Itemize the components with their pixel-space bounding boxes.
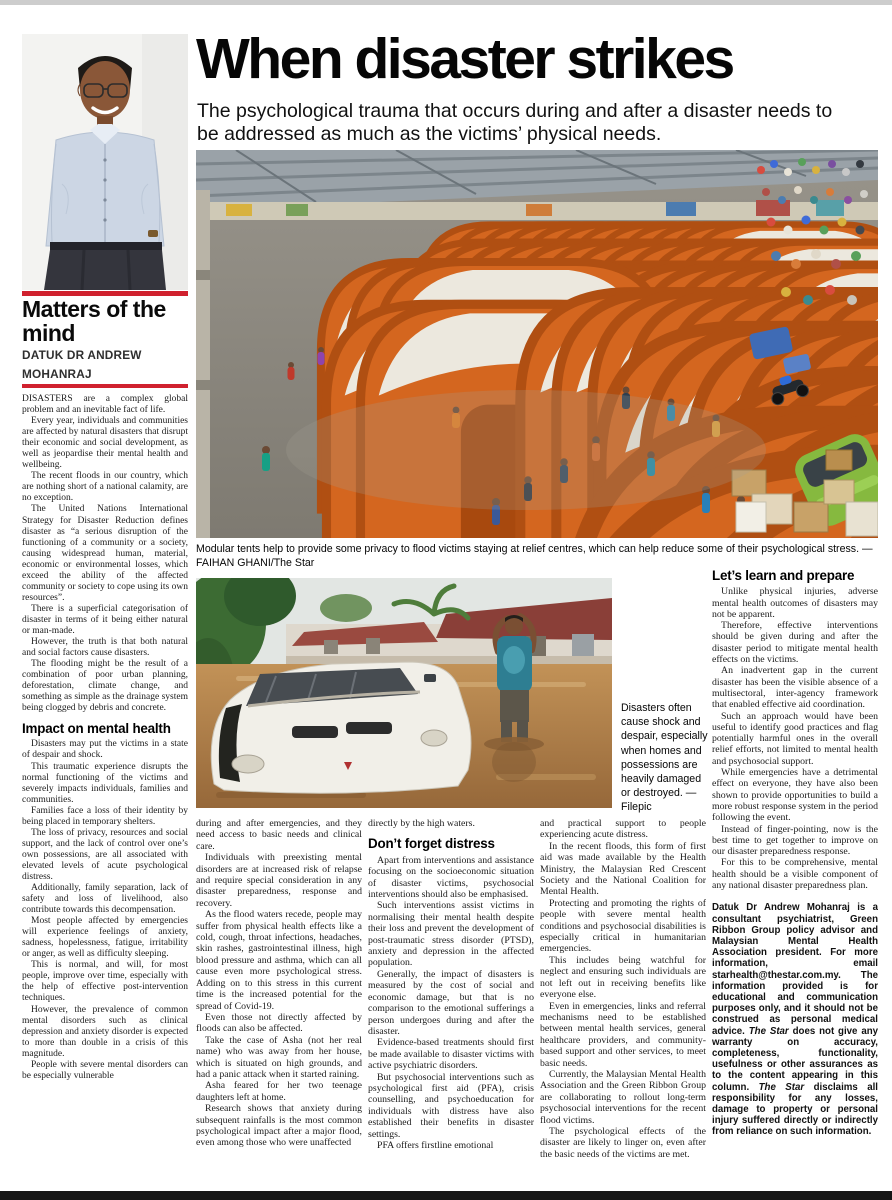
- author-bio: [712, 902, 878, 1137]
- paragraph: But psychosocial interventions such as psychological first aid (PFA), crisis counselling, and psychoeducation for individuals with distress have also established their benefits in disaster settings.: [368, 1071, 534, 1140]
- flood-photo-caption: Disasters often cause shock and despair, especially when homes and possessions are heavily damaged or destroyed. — Filepic: [621, 702, 708, 814]
- paragraph: Individuals with preexisting mental disorders are at increased risk of relapse and require special consideration in any disaster preparedness, response and recovery.: [196, 852, 362, 909]
- paragraph: Research shows that anxiety during subsequent rainfalls is the most common psychological impact after a major flood, even among those who were unaffected: [196, 1103, 362, 1149]
- paragraph: The recent floods in our country, which are nothing short of a national calamity, are no exception.: [22, 471, 188, 504]
- page-top-rule: [0, 0, 892, 5]
- paragraph: and practical support to people experiencing acute distress.: [540, 818, 706, 841]
- section-heading-impact: Impact on mental health: [22, 721, 171, 737]
- paragraph: Therefore, effective interventions should be given during and after the disaster period to mitigate mental health effects on the victims.: [712, 620, 878, 666]
- paragraph: The flooding might be the result of a combination of poor urban planning, deforestation, climate change, and something as simple as the drainage system being clogged by debris and concrete.: [22, 659, 188, 714]
- paragraph: Such interventions assist victims in normalising their mental health despite their loss and prevent the development of post-traumatic stress disorder (PTSD), anxiety and depression in the affected population.: [368, 900, 534, 969]
- paragraph: While emergencies have a detrimental effect on everyone, they have also been shown to provide opportunities to build a more robust response system in the period following the event.: [712, 767, 878, 824]
- column-1-section: [22, 739, 188, 1081]
- paragraph: Instead of finger-pointing, now is the best time to get together to improve on our disaster preparedness response.: [712, 823, 878, 858]
- paragraph: Such an approach would have been useful to identify good practices and flag potentially harmful ones in the overall relief efforts, not limited to mental health and psychosocial support.: [712, 710, 878, 767]
- page-subtitle: The psychological trauma that occurs during and after a disaster needs to be addressed as much as the victims’ physical needs.: [197, 100, 833, 146]
- paragraph: There is a superficial categorisation of disaster in terms of it being either natural or man-made.: [22, 603, 188, 636]
- paragraph: The United Nations International Strategy for Disaster Reduction defines disaster as “a serious disruption of the functioning of a community or a society, causing widespread human, material, economic or environmental losses, which exceed the ability of the affected community or society to cope using its own resources”.: [22, 504, 188, 603]
- column-1-intro: [22, 394, 188, 714]
- flood-photo: [196, 578, 612, 808]
- paragraph: This is normal, and will, for most people, improve over time, especially with the help of effective post-intervention techniques.: [22, 960, 188, 1004]
- column-title: Matters of the mind: [22, 296, 166, 346]
- paragraph: Unlike physical injuries, adverse mental health outcomes of disasters may not be apparent.: [712, 586, 878, 620]
- paragraph: Currently, the Malaysian Mental Health Association and the Green Ribbon Group are collaborating to rollout long-term psychosocial interventions for the recent flood victims.: [540, 1068, 706, 1126]
- relief-photo-caption: Modular tents help to provide some privacy to flood victims staying at relief centres, which can help reduce some of their psychological stress. — FAIHAN GHANI/The Star: [196, 543, 873, 569]
- paragraph: However, the truth is that both natural and social factors cause disasters.: [22, 637, 188, 659]
- paragraph: DISASTERS are a complex global problem and an inevitable fact of life.: [22, 394, 188, 416]
- author-photo: [22, 34, 188, 290]
- relief-centre-illustration: [196, 150, 878, 538]
- author-photo-illustration: [22, 34, 188, 290]
- paragraph: during and after emergencies, and they need access to basic needs and clinical care.: [196, 818, 362, 852]
- page-bottom-bar: [0, 1191, 892, 1200]
- bio-text: Datuk Dr Andrew Mohanraj is a consultant psychiatrist, Green Ribbon Group policy advisor and Malaysian Mental Health Association president. For more information, email starhealth@thestar.com.my. The information provided is for educational and communication purposes only, and it should not be construed as personal medical advice.: [712, 902, 878, 1037]
- bio-text: disclaims all responsibility for any losses, damage to property or personal injury suffered directly or indirectly from reliance on such information.: [712, 1081, 878, 1138]
- paragraph: Additionally, family separation, lack of safety and loss of livelihood, also contribute towards this decompensation.: [22, 883, 188, 916]
- section-heading-prepare: Let’s learn and prepare: [712, 570, 855, 583]
- paragraph: Even those not directly affected by floods can also be affected.: [196, 1011, 362, 1035]
- paragraph: PFA offers firstline emotional: [377, 1139, 494, 1151]
- paragraph: People with severe mental disorders can be especially vulnerable: [22, 1059, 188, 1081]
- paragraph: As the flood waters recede, people may suffer from physical health effects like a cold, cough, throat infections, headaches, skin rashes, gastrointestinal illness, high blood pressure and asthma, which can all cause even more psychological stress. Adding on to this stress in this current time is the increased potential for the spread of Covid-19.: [196, 909, 362, 1012]
- bio-text: does not give any warranty on accuracy, completeness, functionality, usefulness or other assurances as to the content appearing in this column.: [712, 1025, 878, 1093]
- paragraph: Protecting and promoting the rights of people with severe mental health conditions and psychosocial disabilities is especially critical in humanitarian emergencies.: [540, 897, 706, 955]
- column-byline: DATUK DR ANDREW MOHANRAJ: [22, 348, 142, 381]
- flood-illustration: [196, 578, 612, 808]
- paragraph: Apart from interventions and assistance focusing on the socioeconomic situation of disaster victims, psychosocial interventions should also be emphasised.: [368, 854, 534, 901]
- paragraph: Disasters may put the victims in a state of despair and shock.: [22, 739, 188, 761]
- paragraph: However, the prevalence of common mental disorders such as clinical depression and anxiety disorder is expected to more than double in a crisis of this magnitude.: [22, 1004, 188, 1059]
- paragraph: Most people affected by emergencies will experience feelings of anxiety, sadness, hopelessness, fatigue, irritability or anger, as well as difficulty sleeping.: [22, 916, 188, 960]
- bio-publication-name: The Star: [758, 1081, 805, 1093]
- paragraph: Asha feared for her two teenage daughters left at home.: [196, 1080, 362, 1103]
- column-5-text: [712, 570, 878, 1188]
- column-3-text: [368, 818, 534, 1186]
- paragraph: For this to be comprehensive, mental health should be a visible component of any national disaster preparedness plan.: [712, 857, 878, 892]
- rail-red-rule-bottom: [22, 384, 188, 388]
- paragraph: Families face a loss of their identity by being placed in temporary shelters.: [22, 805, 188, 827]
- column-2-text: [196, 818, 362, 1186]
- paragraph: This traumatic experience disrupts the normal functioning of the victims and severely impacts individuals, families and communities.: [22, 761, 188, 805]
- paragraph: Every year, individuals and communities are affected by natural disasters that disrupt their economic and social development, as well as jeopardise their mental health and wellbeing.: [22, 416, 188, 471]
- paragraph: An inadvertent gap in the current disaster has been the visible absence of a multisectoral, inter-agency framework that enabled effective aid coordination.: [712, 665, 878, 711]
- paragraph: Even in emergencies, links and referral mechanisms need to be established between mental health services, general healthcare providers, and community-based support and other services, to meet basic needs.: [540, 1000, 706, 1069]
- section-heading-distress: Don’t forget distress: [368, 836, 495, 852]
- page-title: When disaster strikes: [196, 27, 733, 91]
- paragraph: Generally, the impact of disasters is measured by the cost of social and economic damage, but that is no comparison to the emotional sufferings a person undergoes during and after the disaster.: [368, 968, 534, 1037]
- column-5-section: [712, 586, 878, 891]
- bio-publication-name: The Star: [748, 1025, 789, 1037]
- paragraph: directly by the high waters.: [368, 818, 475, 829]
- paragraph: In the recent floods, this form of first aid was made available by the Health Ministry, the Malaysian Red Crescent Society and the National Coalition for Mental Health.: [540, 840, 706, 898]
- relief-centre-photo: [196, 150, 878, 538]
- column-1-text: [22, 394, 188, 1186]
- paragraph: The loss of privacy, resources and social support, and the lack of control over one’s own possessions, are all associated with elevated levels of acute psychological distress.: [22, 827, 188, 882]
- paragraph: This includes being watchful for neglect and ensuring such individuals are not left out in receiving benefits like everyone else.: [540, 954, 706, 1001]
- paragraph: The psychological effects of the disaster are likely to linger on, even after the basic needs of the victims are met.: [540, 1125, 706, 1160]
- column-4-text: [540, 818, 706, 1186]
- paragraph: Evidence-based treatments should first be made available to disaster victims with active psychiatric disorders.: [368, 1037, 534, 1072]
- paragraph: Take the case of Asha (not her real name) who was away from her house, which is situated on high grounds, and had a panic attack when it started raining.: [196, 1034, 362, 1080]
- column-3-section: [368, 855, 534, 1152]
